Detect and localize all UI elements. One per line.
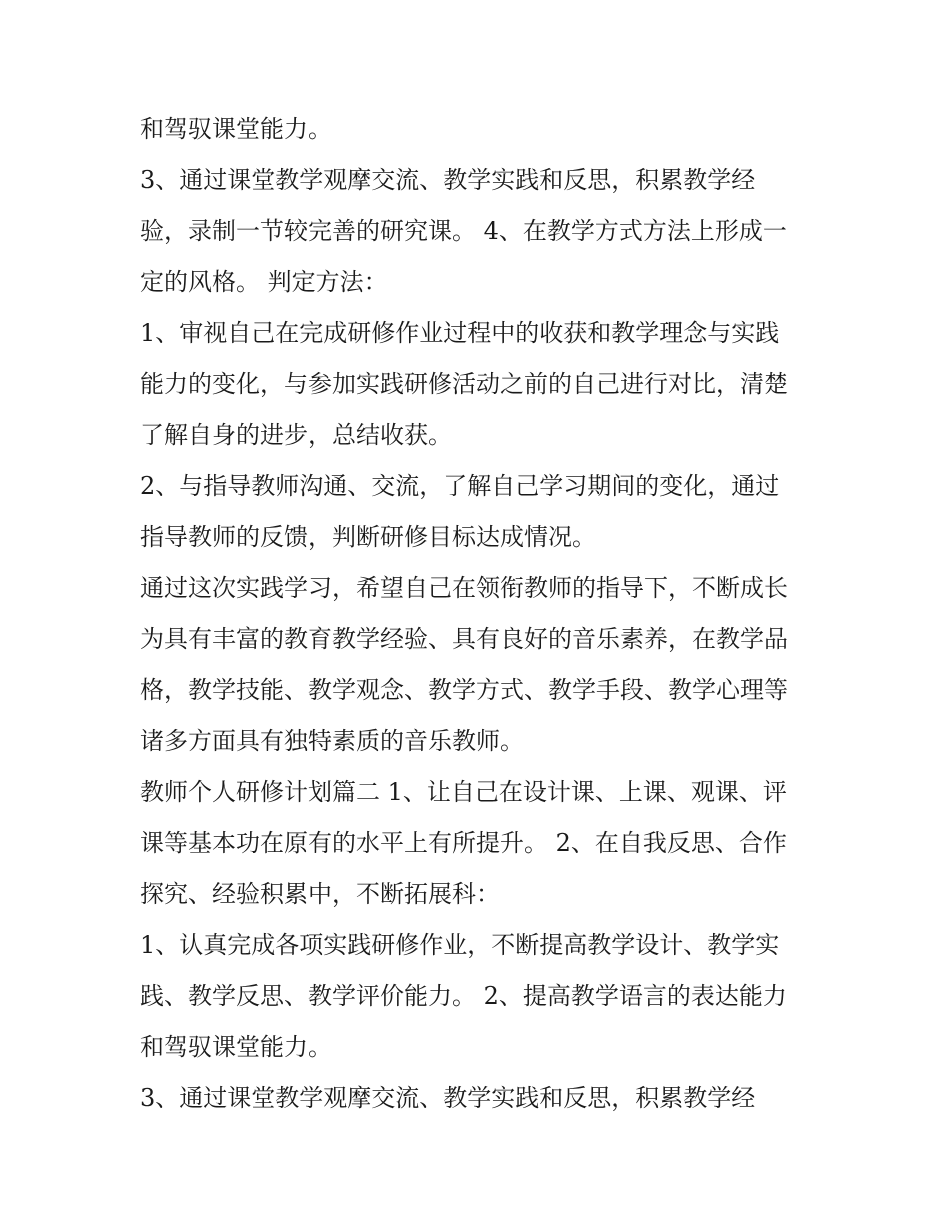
- text-line-15: 课等基本功在原有的水平上有所提升。 2、在自我反思、合作: [140, 829, 787, 857]
- text-line-2: 3、通过课堂教学观摩交流、教学实践和反思，积累教学经: [140, 166, 756, 194]
- text-line-18: 践、教学反思、教学评价能力。 2、提高教学语言的表达能力: [140, 982, 787, 1010]
- text-line-17: 1、认真完成各项实践研修作业，不断提高教学设计、教学实: [140, 931, 780, 959]
- text-line-20: 3、通过课堂教学观摩交流、教学实践和反思，积累教学经: [140, 1084, 756, 1112]
- text-line-10: 通过这次实践学习，希望自己在领衔教师的指导下，不断成长: [140, 574, 788, 602]
- text-line-3: 验，录制一节较完善的研究课。 4、在教学方式方法上形成一: [140, 217, 787, 245]
- text-line-9: 指导教师的反馈，判断研修目标达成情况。: [140, 523, 596, 551]
- text-line-1: 和驾驭课堂能力。: [140, 115, 332, 143]
- text-line-6: 能力的变化，与参加实践研修活动之前的自己进行对比，清楚: [140, 370, 788, 398]
- text-line-4: 定的风格。 判定方法：: [140, 268, 388, 296]
- text-line-13: 诸多方面具有独特素质的音乐教师。: [140, 727, 524, 755]
- document-body: [140, 104, 840, 1124]
- text-line-16: 探究、经验积累中，不断拓展科：: [140, 880, 500, 908]
- text-line-8: 2、与指导教师沟通、交流，了解自己学习期间的变化，通过: [140, 472, 780, 500]
- text-line-12: 格，教学技能、教学观念、教学方式、教学手段、教学心理等: [140, 676, 788, 704]
- text-line-7: 了解自身的进步，总结收获。: [140, 421, 452, 449]
- text-line-19: 和驾驭课堂能力。: [140, 1033, 332, 1061]
- text-line-11: 为具有丰富的教育教学经验、具有良好的音乐素养，在教学品: [140, 625, 788, 653]
- text-line-14: 教师个人研修计划篇二 1、让自己在设计课、上课、观课、评: [140, 778, 787, 806]
- text-line-5: 1、审视自己在完成研修作业过程中的收获和教学理念与实践: [140, 319, 780, 347]
